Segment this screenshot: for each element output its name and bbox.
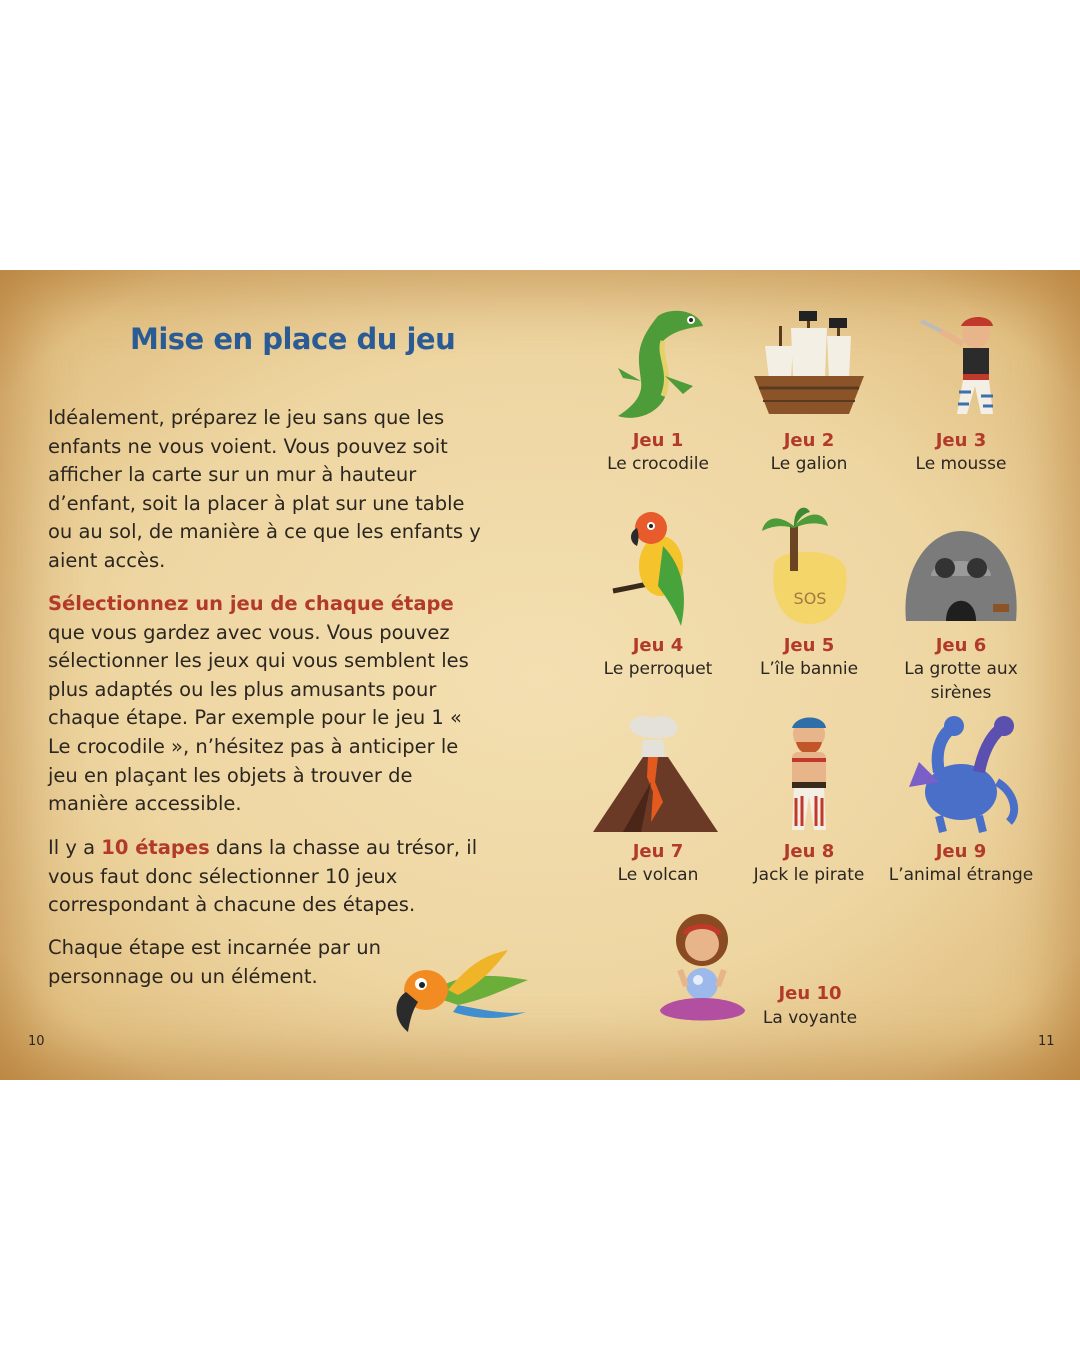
island-icon: [754, 506, 864, 631]
game-name: Le perroquet: [603, 659, 713, 679]
steps-text-after: dans la chasse au trésor, il vous faut donc sélectionner 10 jeux correspondant à chacune des étapes.: [48, 836, 478, 917]
game-card-2: [729, 306, 889, 476]
parrot-icon: [603, 506, 713, 631]
game-name: Jack le pirate: [753, 865, 865, 885]
fortune-teller-icon: [650, 910, 755, 1030]
game-name: L’île bannie: [759, 659, 859, 679]
game-name: Le mousse: [915, 454, 1007, 474]
game-number: Jeu 3: [935, 430, 987, 451]
game-number: Jeu 6: [935, 635, 987, 656]
game-name: Le galion: [770, 454, 848, 474]
game-number: Jeu 9: [935, 841, 987, 862]
game-number: Jeu 4: [632, 635, 684, 656]
game-card-1: [578, 306, 738, 476]
sos-sign: SOS: [793, 589, 827, 608]
game-name: Le volcan: [617, 865, 699, 885]
character-paragraph: Chaque étape est incarnée par un personnage ou un élément.: [48, 936, 381, 988]
game-card-10: [640, 910, 880, 1050]
dragon-icon: [899, 712, 1024, 837]
game-card-3: [881, 306, 1041, 476]
selection-highlight: Sélectionnez un jeu de chaque étape: [48, 592, 454, 615]
steps-paragraph: [48, 834, 488, 920]
intro-paragraph: Idéalement, préparez le jeu sans que les enfants ne vous voient. Vous pouvez soit afficher la carte sur un mur à hauteur d’enfant, soit la placer à plat sur une table ou au sol, de manière à ce que les enfants y aient accès.: [48, 406, 481, 572]
game-card-7: [578, 712, 738, 887]
game-10-text: [750, 982, 870, 1030]
game-card-5: [729, 506, 889, 681]
game-number: Jeu 8: [783, 841, 835, 862]
steps-highlight: 10 étapes: [101, 836, 210, 859]
game-name: La voyante: [762, 1008, 858, 1028]
selection-paragraph: [48, 590, 488, 819]
game-number: Jeu 2: [783, 430, 835, 451]
volcano-icon: [593, 712, 723, 837]
game-card-4: [578, 506, 738, 681]
crocodile-icon: [603, 306, 713, 426]
flying-parrot-icon: [388, 950, 533, 1040]
game-name: La grotte aux sirènes: [904, 659, 1018, 703]
game-card-9: [881, 712, 1041, 887]
galleon-icon: [749, 306, 869, 426]
game-number: Jeu 10: [778, 983, 842, 1004]
pirate-icon: [754, 712, 864, 837]
page-number-left: 10: [28, 1034, 45, 1049]
game-number: Jeu 7: [632, 841, 684, 862]
book-spread: [0, 270, 1080, 1080]
steps-text-before: Il y a: [48, 836, 102, 859]
cabin-boy-icon: [901, 306, 1021, 426]
cave-icon: [901, 506, 1021, 631]
game-number: Jeu 1: [632, 430, 684, 451]
page-title: Mise en place du jeu: [130, 322, 456, 356]
game-number: Jeu 5: [783, 635, 835, 656]
game-card-6: [881, 506, 1041, 705]
selection-text: que vous gardez avec vous. Vous pouvez sélectionner les jeux qui vous semblent les plus adaptés ou les plus amusants pour chaque étape. Par exemple pour le jeu 1 « Le crocodile », n’hésitez pas à anticiper le jeu en plaçant les objets à trouver de manière accessible.: [48, 620, 469, 816]
game-card-8: [729, 712, 889, 887]
game-name: Le crocodile: [607, 454, 709, 474]
game-name: L’animal étrange: [888, 865, 1034, 885]
page-number-right: 11: [1038, 1034, 1055, 1049]
